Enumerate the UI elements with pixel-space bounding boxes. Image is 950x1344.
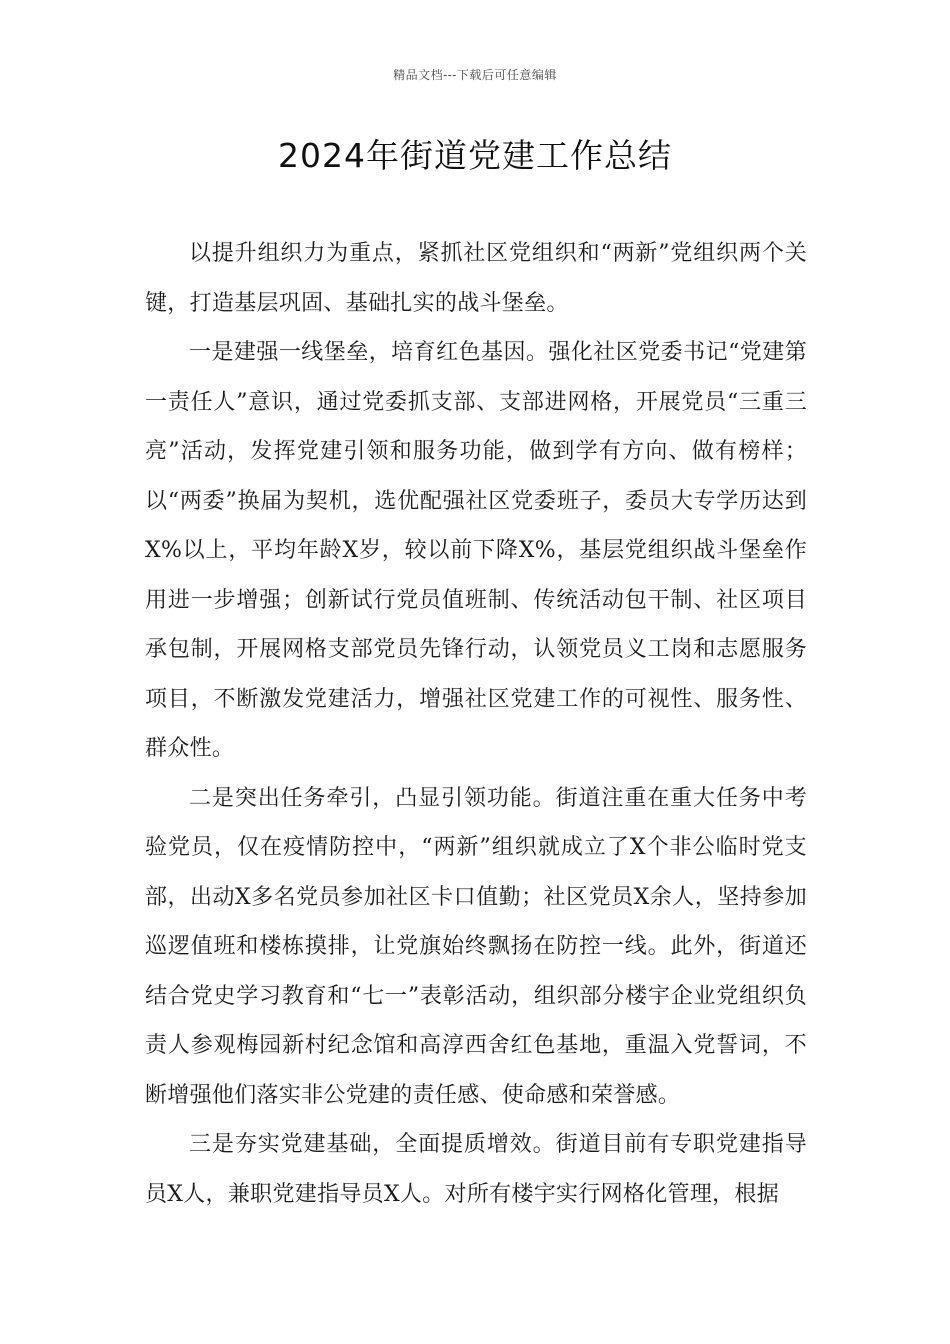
document-body [145,229,807,1219]
paragraph-section-three: 三是夯实党建基础，全面提质增效。街道目前有专职党建指导员X人，兼职党建指导员X人。对所有楼宇实行网格化管理，根据 [145,1132,807,1207]
paragraph-intro: 以提升组织力为重点，紧抓社区党组织和“两新”党组织两个关键，打造基层巩固、基础扎实的战斗堡垒。 [145,241,807,316]
paragraph-section-two: 二是突出任务牵引，凸显引领功能。街道注重在重大任务中考验党员，仅在疫情防控中，“两新”组织就成立了X个非公临时党支部，出动X多名党员参加社区卡口值勤；社区党员X余人，坚持参加巡逻值班和楼栋摸排，让党旗始终飘扬在防控一线。此外，街道还结合党史学习教育和“七一”表彰活动，组织部分楼宇企业党组织负责人参观梅园新村纪念馆和高淳西舍红色基地，重温入党誓词，不断增强他们落实非公党建的责任感、使命感和荣誉感。 [145,785,807,1108]
paragraph-section-one: 一是建强一线堡垒，培育红色基因。强化社区党委书记“党建第一责任人”意识，通过党委抓支部、支部进网格，开展党员“三重三亮”活动，发挥党建引领和服务功能，做到学有方向、做有榜样；以“两委”换届为契机，选优配强社区党委班子，委员大专学历达到X%以上，平均年龄X岁，较以前下降X%，基层党组织战斗堡垒作用进一步增强；创新试行党员值班制、传统活动包干制、社区项目承包制，开展网格支部党员先锋行动，认领党员义工岗和志愿服务项目，不断激发党建活力，增强社区党建工作的可视性、服务性、群众性。 [145,340,807,761]
document-title: 2024年街道党建工作总结 [278,136,672,175]
header-note: 精品文档---下载后可任意编辑 [393,68,557,82]
